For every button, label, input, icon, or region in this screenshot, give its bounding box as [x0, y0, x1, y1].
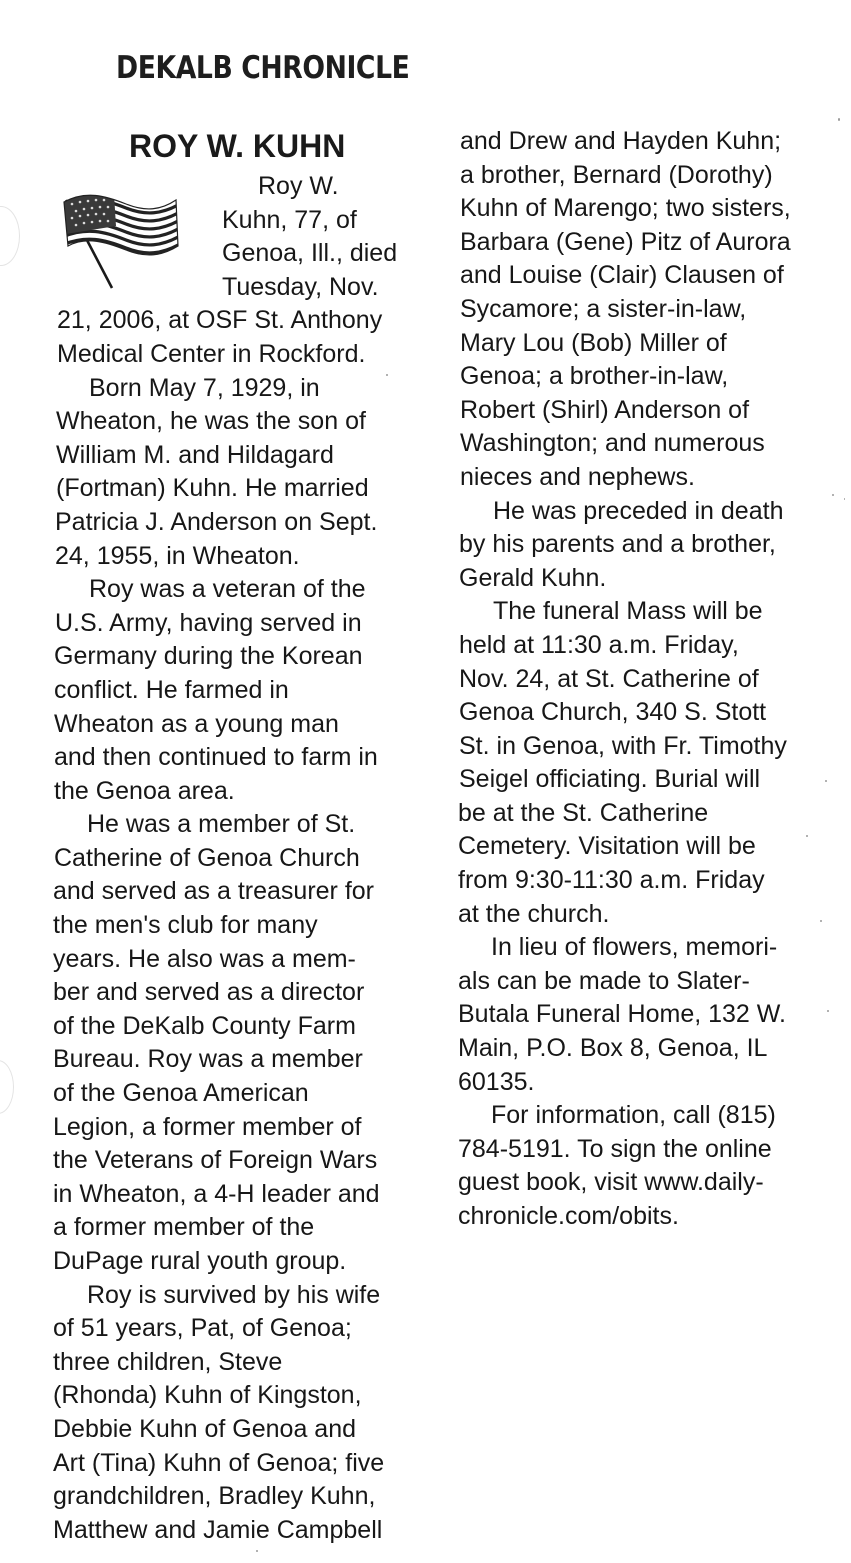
- text-line: a former member of the: [53, 1213, 315, 1242]
- masthead-stamp: DEKALB CHRONICLE: [116, 50, 410, 86]
- text-line: Roy is survived by his wife: [87, 1280, 381, 1309]
- text-line: als can be made to Slater-: [458, 966, 750, 995]
- text-line: Art (Tina) Kuhn of Genoa; five: [53, 1448, 385, 1477]
- text-line: Butala Funeral Home, 132 W.: [458, 1000, 786, 1029]
- text-line: Tuesday, Nov.: [222, 272, 379, 301]
- scan-edge-mark: [0, 206, 20, 266]
- text-line: Bureau. Roy was a member: [53, 1045, 363, 1074]
- text-line: of the DeKalb County Farm: [53, 1011, 356, 1040]
- text-line: a brother, Bernard (Dorothy): [460, 160, 773, 189]
- text-line: He was preceded in death: [493, 496, 784, 525]
- text-line: Gerald Kuhn.: [459, 563, 607, 592]
- text-line: and served as a treasurer for: [53, 877, 374, 906]
- text-line: 21, 2006, at OSF St. Anthony: [57, 306, 383, 335]
- text-line: held at 11:30 a.m. Friday,: [459, 630, 739, 659]
- scan-edge-mark: [0, 1060, 14, 1114]
- text-line: St. in Genoa, with Fr. Timothy: [459, 731, 787, 760]
- text-line: Catherine of Genoa Church: [54, 843, 360, 872]
- left-column: [53, 170, 397, 1547]
- text-line: Roy was a veteran of the: [89, 575, 366, 604]
- text-line: U.S. Army, having served in: [55, 608, 362, 637]
- text-line: Kuhn of Marengo; two sisters,: [460, 194, 791, 223]
- text-line: Germany during the Korean: [54, 642, 363, 671]
- text-line: conflict. He farmed in: [54, 675, 289, 704]
- text-line: nieces and nephews.: [460, 462, 695, 491]
- text-line: Debbie Kuhn of Genoa and: [53, 1414, 357, 1443]
- obituary-headline: ROY W. KUHN: [129, 128, 346, 164]
- text-line: Genoa, Ill., died: [222, 239, 398, 268]
- text-line: Roy W.: [258, 172, 339, 200]
- text-line: DuPage rural youth group.: [53, 1247, 347, 1275]
- text-line: Legion, a former member of: [53, 1112, 362, 1141]
- text-line: and then continued to farm in: [54, 743, 378, 772]
- text-line: Kuhn, 77, of: [222, 205, 357, 234]
- text-line: of the Genoa American: [53, 1079, 309, 1108]
- text-line: Mary Lou (Bob) Miller of: [460, 328, 727, 357]
- text-line: be at the St. Catherine: [458, 798, 709, 827]
- text-line: grandchildren, Bradley Kuhn,: [53, 1482, 376, 1511]
- text-line: Cemetery. Visitation will be: [458, 832, 756, 861]
- text-line: Sycamore; a sister-in-law,: [460, 294, 747, 323]
- text-line: the Genoa area.: [54, 776, 235, 805]
- text-line: Patricia J. Anderson on Sept.: [55, 507, 378, 536]
- text-line: (Fortman) Kuhn. He married: [56, 474, 369, 503]
- text-line: Wheaton, he was the son of: [56, 407, 366, 436]
- text-line: Washington; and numerous: [460, 429, 765, 458]
- text-line: The funeral Mass will be: [493, 597, 763, 626]
- text-line: the men's club for many: [53, 911, 318, 940]
- text-line: For information, call (815): [491, 1101, 776, 1130]
- text-line: Main, P.O. Box 8, Genoa, IL: [458, 1034, 768, 1063]
- text-line: of 51 years, Pat, of Genoa;: [53, 1314, 352, 1343]
- text-line: chronicle.com/obits.: [458, 1202, 679, 1230]
- text-line: by his parents and a brother,: [459, 530, 776, 559]
- text-line: Seigel officiating. Burial will: [459, 765, 761, 794]
- text-line: Medical Center in Rockford.: [57, 339, 366, 368]
- text-line: Born May 7, 1929, in: [89, 373, 320, 402]
- text-line: Wheaton as a young man: [54, 709, 339, 738]
- text-line: Robert (Shirl) Anderson of: [460, 395, 750, 424]
- text-line: Genoa Church, 340 S. Stott: [459, 698, 767, 727]
- text-line: ber and served as a director: [53, 978, 365, 1007]
- text-line: He was a member of St.: [87, 810, 356, 839]
- text-line: 60135.: [458, 1067, 535, 1096]
- text-line: the Veterans of Foreign Wars: [53, 1146, 378, 1175]
- text-line: 784-5191. To sign the online: [458, 1134, 772, 1163]
- text-line: Nov. 24, at St. Catherine of: [459, 664, 759, 693]
- text-line: from 9:30-11:30 a.m. Friday: [458, 866, 765, 895]
- text-line: Genoa; a brother-in-law,: [460, 362, 729, 391]
- text-line: and Louise (Clair) Clausen of: [460, 261, 784, 290]
- text-line: years. He also was a mem-: [53, 944, 356, 973]
- text-line: three children, Steve: [53, 1347, 283, 1376]
- text-line: and Drew and Hayden Kuhn;: [460, 127, 782, 155]
- text-line: In lieu of flowers, memori-: [491, 933, 778, 962]
- text-line: 24, 1955, in Wheaton.: [55, 541, 300, 570]
- text-line: at the church.: [458, 899, 610, 928]
- text-line: Barbara (Gene) Pitz of Aurora: [460, 227, 791, 256]
- right-column: [458, 125, 791, 1234]
- text-line: (Rhonda) Kuhn of Kingston,: [53, 1381, 362, 1410]
- text-line: William M. and Hildagard: [56, 440, 334, 469]
- text-line: guest book, visit www.daily-: [458, 1168, 764, 1197]
- text-line: Matthew and Jamie Campbell: [53, 1515, 383, 1544]
- text-line: in Wheaton, a 4-H leader and: [53, 1179, 380, 1208]
